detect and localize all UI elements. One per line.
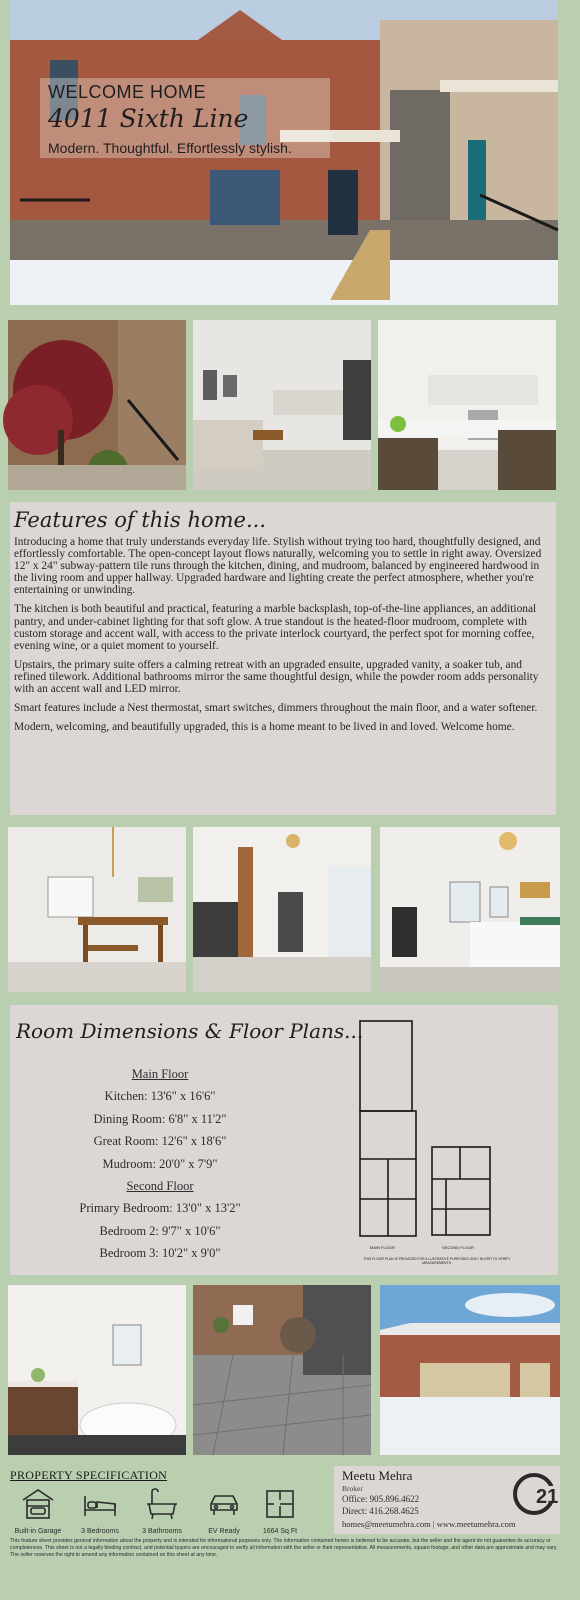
spec-item-garage	[8, 1486, 68, 1535]
photo-rear-garage	[380, 1285, 560, 1455]
spec-label: Built-in Garage	[14, 1528, 62, 1535]
spec-label: 1664 Sq Ft	[262, 1528, 298, 1535]
spec-item-bathrooms	[132, 1486, 192, 1535]
bed-icon	[82, 1486, 118, 1522]
photo-dining-room	[8, 827, 186, 992]
agent-contact-card	[334, 1466, 560, 1534]
agent-email-website[interactable]: homes@meetumehra.com | www.meetumehra.com	[342, 1519, 516, 1529]
hero-tagline: Modern. Thoughtful. Effortlessly stylish.	[48, 140, 292, 156]
second-floor-header: Second Floor	[126, 1179, 194, 1194]
floor-plan-drawing	[350, 1019, 505, 1269]
features-title: Features of this home...	[14, 508, 267, 532]
photo-living-room	[193, 320, 371, 490]
spec-title: PROPERTY SPECIFICATION	[10, 1468, 168, 1482]
features-paragraph: Upstairs, the primary suite offers a calming retreat with an upgraded ensuite, upgraded vanity, a soaker tub, and refined tilework. Additional bathrooms mirror the same thoughtful design, while the powder room adds personality with an accent wall and LED mirror.	[14, 658, 539, 696]
plan-second-label: SECOND FLOOR	[442, 1245, 475, 1250]
plan-main-label: MAIN FLOOR	[370, 1245, 395, 1250]
features-paragraph: Introducing a home that truly understands everyday life. Stylish without trying too hard, thoughtfully designed, and effortlessly comfortable. The open-concept layout flows naturally, welcoming you to settle in right away. Oversized 12" x 24" subway-pattern tile runs through the kitchen, dining, and mudroom, balanced by engineered hardwood in the living room and upper hallway. Upgraded hardware and lighting create the perfect atmosphere, whether you're entertaining or unwinding.	[14, 536, 542, 597]
ev-car-icon	[206, 1486, 242, 1522]
photo-hallway-entry	[193, 827, 371, 992]
spec-label: 3 Bathrooms	[142, 1528, 182, 1535]
rooms-title: Room Dimensions & Floor Plans...	[16, 1019, 364, 1043]
photo-primary-bedroom	[380, 827, 560, 992]
features-paragraph: Smart features include a Nest thermostat, smart switches, dimmers throughout the main floor, and a water softener.	[14, 702, 538, 715]
agent-office-phone[interactable]: Office: 905.896.4622	[342, 1494, 420, 1504]
features-paragraph: Modern, welcoming, and beautifully upgraded, this is a home meant to be lived in and loved. Welcome home.	[14, 721, 515, 734]
room-dimension: Primary Bedroom: 13'0" x 13'2"	[79, 1201, 241, 1216]
features-panel	[10, 502, 556, 815]
spec-item-square-footage	[250, 1486, 310, 1535]
room-dimension: Mudroom: 20'0" x 7'9"	[102, 1156, 218, 1171]
century21-logo-icon	[512, 1472, 559, 1516]
room-dimension: Bedroom 3: 10'2" x 9'0"	[99, 1246, 221, 1261]
floorplan-icon	[262, 1486, 298, 1522]
century21-logo-text: 21	[536, 1486, 559, 1508]
agent-name: Meetu Mehra	[342, 1468, 413, 1483]
disclaimer: This feature sheet provides general information about the property and is intended for informational purposes only. The information contained herein is believed to be accurate, but the seller and the agent do not guarantee its accuracy or completeness. This sheet is not a legally binding contract, and potential buyers are encouraged to verify all information with the seller or their representative. All measurements, square footage, and other data are approximate and may vary. The seller reserves the right to amend any information contained on this sheet at any time.	[10, 1538, 558, 1558]
room-dimensions-list	[50, 1063, 270, 1265]
floor-plan-note: THIS FLOOR PLAN IS PROVIDED FOR ILLUSTRATIVE PURPOSES ONLY. BUYER TO VERIFY MEASUREMENTS.	[363, 1257, 511, 1265]
room-dimension: Bedroom 2: 9'7" x 10'6"	[99, 1223, 221, 1238]
agent-title: Broker	[342, 1484, 363, 1493]
features-paragraph: The kitchen is both beautiful and practical, featuring a marble backsplash, top-of-the-line appliances, an additional pantry, and under-cabinet lighting for that soft glow. A true standout is the heated-floor mudroom, complete with custom storage and accent wall, with access to the private interlock courtyard, the perfect spot for morning coffee, evening wine, or a quiet moment to yourself.	[14, 603, 537, 652]
agent-direct-phone[interactable]: Direct: 416.268.4625	[342, 1506, 419, 1516]
spec-label: 3 Bedrooms	[81, 1528, 119, 1535]
bathtub-icon	[144, 1486, 180, 1522]
spec-item-bedrooms	[70, 1486, 130, 1535]
spec-item-ev-ready	[194, 1486, 254, 1535]
rooms-panel	[10, 1005, 558, 1275]
main-floor-header: Main Floor	[131, 1067, 189, 1081]
photo-kitchen	[378, 320, 556, 490]
garage-icon	[20, 1486, 56, 1522]
photo-front-entrance-tree	[8, 320, 186, 490]
hero-welcome-heading: WELCOME HOME	[48, 82, 207, 102]
room-dimension: Kitchen: 13'6" x 16'6"	[104, 1089, 216, 1104]
photo-ensuite-bathroom	[8, 1285, 186, 1455]
spec-label: EV Ready	[208, 1528, 240, 1535]
room-dimension: Dining Room: 6'8" x 11'2"	[93, 1111, 227, 1126]
room-dimension: Great Room: 12'6" x 18'6"	[93, 1134, 227, 1149]
photo-courtyard	[193, 1285, 371, 1455]
hero-address: 4011 Sixth Line	[48, 104, 249, 133]
